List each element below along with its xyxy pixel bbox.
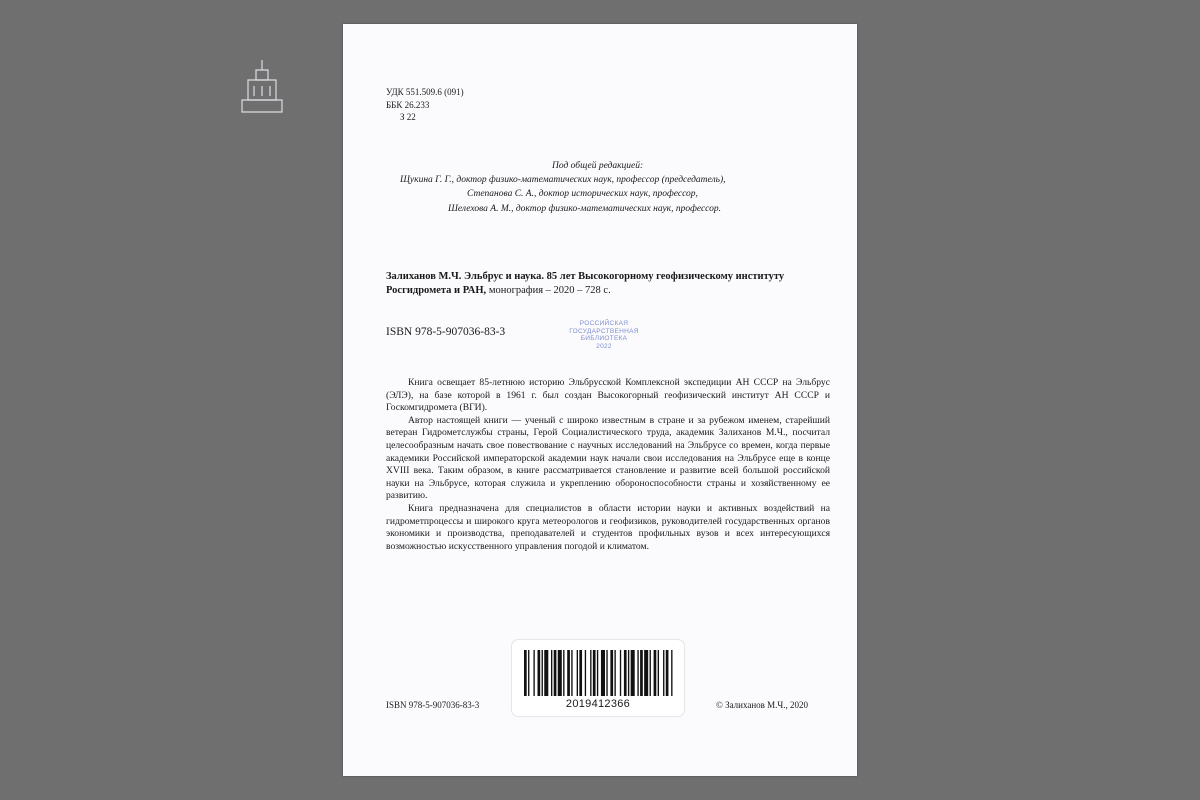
barcode-bar	[640, 650, 643, 696]
abstract	[386, 377, 830, 553]
barcode-bar	[644, 650, 648, 696]
abstract-paragraph: Книга освещает 85-летнюю историю Эльбрусской Комплексной экспедиции АН СССР на Эльбрус (ЭЛЭ), на базе которой в 1961 г. был создан Высокогорный геофизический институт АН СССР и Госкомгидромета (ВГИ).	[386, 377, 830, 414]
abstract-paragraph: Автор настоящей книги — ученый с широко известным в стране и за рубежом именем, старейший ветеран Гидрометслужбы страны, Герой Социалистического труда, академик Залиханов М.Ч., посчитал целесообразным начать свое повествование с научных исследований на Эльбрусе со времен, когда первые академики Российской императорской академии наук начали свои исследования на Эльбрусе еще в конце XVIII века. Таким образом, в книге рассматривается становление и развитие всей большой российской науки на Эльбрусе, которая служила и укреплению обороноспособности страны и хозяйственному ее развитию.	[386, 414, 830, 502]
barcode-bar	[579, 650, 582, 696]
bibliographic-citation	[386, 270, 826, 298]
bleed-through-emblem-icon	[238, 56, 286, 116]
barcode-bar	[538, 650, 541, 696]
classification-codes	[386, 86, 464, 124]
barcode-bar	[620, 650, 621, 696]
barcode-bar	[637, 650, 638, 696]
barcode-bar	[533, 650, 534, 696]
citation-title: Залиханов М.Ч. Эльбрус и наука. 85 лет Высокогорному геофизическому институту Росгидромета и РАН,	[386, 271, 785, 296]
barcode-bar	[658, 650, 659, 696]
footer-isbn: ISBN 978-5-907036-83-3	[386, 700, 480, 710]
barcode-bar	[663, 650, 664, 696]
isbn: ISBN 978-5-907036-83-3	[386, 326, 506, 338]
library-stamp	[560, 320, 648, 350]
barcode-bar	[590, 650, 591, 696]
barcode-bar	[601, 650, 605, 696]
editorial-board	[352, 159, 812, 216]
stamp-line: 2022	[596, 342, 612, 350]
copyright: © Залиханов М.Ч., 2020	[716, 700, 809, 710]
stamp-line: БИБЛИОТЕКА	[580, 335, 628, 343]
barcode-bar	[628, 650, 629, 696]
barcode-bar	[597, 650, 598, 696]
editor-line: Шелехова А. М., доктор физико-математических наук, профессор.	[448, 203, 722, 214]
barcode-bar	[671, 650, 672, 696]
barcode-number: 2019412366	[565, 698, 631, 710]
stamp-line: ГОСУДАРСТВЕННАЯ	[569, 327, 639, 335]
barcode-bar	[544, 650, 548, 696]
bbk-code: ББК 26.233	[386, 99, 430, 110]
barcode-bar	[577, 650, 578, 696]
barcode-bar	[567, 650, 570, 696]
barcode-bar	[558, 650, 562, 696]
barcode-bar	[606, 650, 607, 696]
barcode-bar	[554, 650, 557, 696]
citation-details: монография – 2020 – 728 с.	[486, 285, 611, 296]
barcode-bar	[614, 650, 615, 696]
barcode-bar	[654, 650, 657, 696]
barcode-bar	[528, 650, 529, 696]
stamp-line: РОССИЙСКАЯ	[579, 320, 629, 327]
barcode-bar	[542, 650, 543, 696]
barcode-bar	[593, 650, 596, 696]
barcode-bar	[610, 650, 613, 696]
editors-heading: Под общей редакцией:	[552, 161, 644, 171]
barcode-bar	[631, 650, 635, 696]
barcode-bar	[551, 650, 552, 696]
barcode-bar	[666, 650, 669, 696]
editor-line: Щукина Г. Г., доктор физико-математических наук, профессор (председатель),	[400, 175, 726, 186]
library-barcode-sticker	[512, 640, 684, 716]
barcode-icon	[522, 650, 674, 696]
barcode-bar	[563, 650, 564, 696]
udk-code: УДК 551.509.6 (091)	[386, 87, 464, 97]
editor-line: Степанова С. А., доктор исторических наук, профессор,	[467, 189, 698, 200]
barcode-bar	[571, 650, 572, 696]
author-mark: З 22	[400, 112, 416, 122]
abstract-paragraph: Книга предназначена для специалистов в области истории науки и активных воздействий на гидрометпроцессы и широкого круга метеорологов и геофизиков, руководителей государственных органов экономики и производства, преподавателей и студентов профильных вузов и всех интересующихся возможностью искусственного управления погодой и климатом.	[386, 502, 830, 552]
barcode-bar	[585, 650, 586, 696]
barcode-bar	[624, 650, 627, 696]
barcode-bar	[650, 650, 651, 696]
barcode-bar	[524, 650, 527, 696]
